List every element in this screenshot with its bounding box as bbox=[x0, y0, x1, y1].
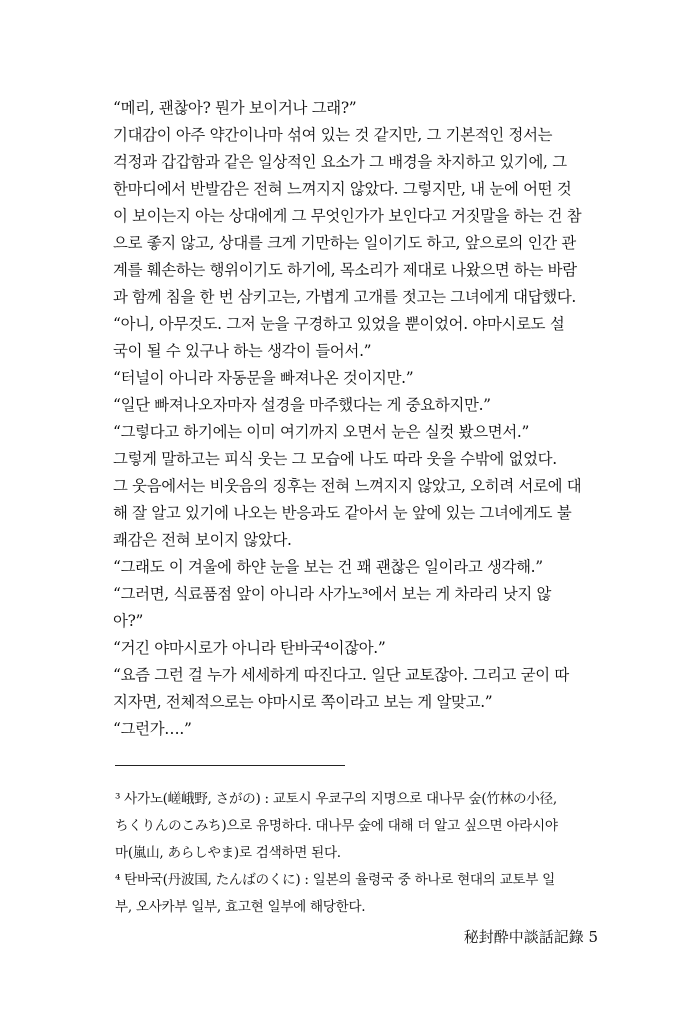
body-line: “터널이 아니라 자동문을 빠져나온 것이지만.” bbox=[113, 369, 414, 387]
body-line: “그러면, 식료품점 앞이 아니라 사가노³에서 보는 게 차라리 낫지 않 bbox=[113, 585, 552, 603]
body-line: “일단 빠져나오자마자 설경을 마주했다는 게 중요하지만.” bbox=[113, 396, 491, 414]
body-line: 쾌감은 전혀 보이지 않았다. bbox=[113, 531, 292, 549]
body-line: 걱정과 갑갑함과 같은 일상적인 요소가 그 배경을 차지하고 있기에, 그 bbox=[113, 153, 567, 171]
body-line: “그런가….” bbox=[113, 720, 192, 738]
footnote-divider bbox=[115, 765, 345, 766]
body-line: 해 잘 알고 있기에 나오는 반응과도 같아서 눈 앞에 있는 그녀에게도 불 bbox=[113, 504, 572, 522]
body-line: 한마디에서 반발감은 전혀 느껴지지 않았다. 그렇지만, 내 눈에 어떤 것 bbox=[113, 180, 572, 198]
page-folio: 秘封酔中談話記錄 5 bbox=[463, 928, 598, 946]
body-line: 으로 좋지 않고, 상대를 크게 기만하는 일이기도 하고, 앞으로의 인간 관 bbox=[113, 234, 576, 252]
footnote-line: ³ 사가노(嵯峨野, さがの) : 교토시 우쿄구의 지명으로 대나무 숲(竹林の小径, bbox=[115, 791, 557, 807]
body-line: 기대감이 아주 약간이나마 섞여 있는 것 같지만, 그 기본적인 정서는 bbox=[113, 126, 553, 144]
body-line: “그래도 이 겨울에 하얀 눈을 보는 건 꽤 괜찮은 일이라고 생각해.” bbox=[113, 558, 543, 576]
body-line: 그렇게 말하고는 피식 웃는 그 모습에 나도 따라 웃을 수밖에 없었다. bbox=[113, 450, 557, 468]
body-line: “아니, 아무것도. 그저 눈을 구경하고 있었을 뿐이었어. 야마시로도 설 bbox=[113, 315, 565, 333]
body-line: 지자면, 전체적으로는 야마시로 쪽이라고 보는 게 알맞고.” bbox=[113, 693, 493, 711]
body-line: 계를 훼손하는 행위이기도 하기에, 목소리가 제대로 나왔으면 하는 바람 bbox=[113, 261, 577, 279]
body-line: 그 웃음에서는 비웃음의 징후는 전혀 느껴지지 않았고, 오히려 서로에 대 bbox=[113, 477, 582, 495]
footnote-line: 마(嵐山, あらしやま)로 검색하면 된다. bbox=[115, 845, 341, 861]
body-line: 아?” bbox=[113, 612, 144, 630]
body-line: “거긴 야마시로가 아니라 탄바국⁴이잖아.” bbox=[113, 639, 386, 657]
footnote-line: 부, 오사카부 일부, 효고현 일부에 해당한다. bbox=[115, 899, 366, 915]
body-line: 과 함께 침을 한 번 삼키고는, 가볍게 고개를 젓고는 그녀에게 대답했다. bbox=[113, 288, 576, 306]
body-line: “그렇다고 하기에는 이미 여기까지 오면서 눈은 실컷 봤으면서.” bbox=[113, 423, 530, 441]
footnote-line: ちくりんのこみち)으로 유명하다. 대나무 숲에 대해 더 알고 싶으면 아라시야 bbox=[115, 818, 558, 834]
body-line: 국이 될 수 있구나 하는 생각이 들어서.” bbox=[113, 342, 372, 360]
body-line: “요즘 그런 걸 누가 세세하게 따진다고. 일단 교토잖아. 그리고 굳이 따 bbox=[113, 666, 569, 684]
body-line: “메리, 괜찮아? 뭔가 보이거나 그래?” bbox=[113, 99, 357, 117]
body-line: 이 보이는지 아는 상대에게 그 무엇인가가 보인다고 거짓말을 하는 건 참 bbox=[113, 207, 582, 225]
footnote-line: ⁴ 탄바국(丹波国, たんばのくに) : 일본의 율령국 중 하나로 현대의 교토부 일 bbox=[115, 872, 555, 888]
